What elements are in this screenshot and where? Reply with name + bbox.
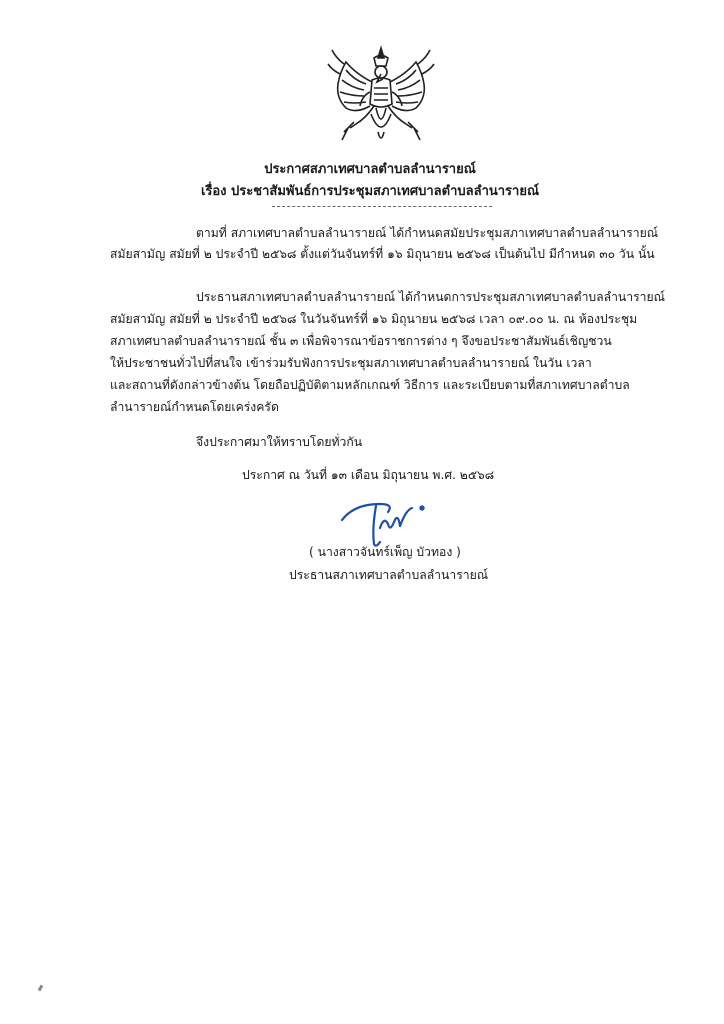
paragraph2-line: ลำนารายณ์กำหนดโดยเคร่งครัด [110, 400, 279, 414]
announcement-date: ประกาศ ณ วันที่ ๑๓ เดือน มิถุนายน พ.ศ. ๒๕๖๘ [242, 468, 495, 482]
paragraph2-line: ประธานสภาเทศบาลตำบลลำนารายณ์ ได้กำหนดการประชุมสภาเทศบาลตำบลลำนารายณ์ [196, 290, 665, 304]
announcement-title: ประกาศสภาเทศบาลตำบลลำนารายณ์ [264, 162, 476, 177]
paragraph2-line: และสถานที่ดังกล่าวข้างต้น โดยถือปฏิบัติตามหลักเกณฑ์ วิธีการ และระเบียบตามที่สภาเทศบาลตำบล [110, 378, 630, 392]
signatory-position: ประธานสภาเทศบาลตำบลลำนารายณ์ [289, 568, 489, 582]
handwritten-signature [336, 498, 434, 550]
closing-statement: จึงประกาศมาให้ทราบโดยทั่วกัน [196, 435, 363, 449]
paragraph2-line: สมัยสามัญ สมัยที่ ๒ ประจำปี ๒๕๖๘ ในวันจันทร์ที่ ๑๖ มิถุนายน ๒๕๖๘ เวลา ๐๙.๐๐ น. ณ ห้องประชุม [110, 312, 638, 326]
paragraph1-line: สมัยสามัญ สมัยที่ ๒ ประจำปี ๒๕๖๘ ตั้งแต่วันจันทร์ที่ ๑๖ มิถุนายน ๒๕๖๘ เป็นต้นไป มีกำหนด ๓๐ วัน นั้น [110, 247, 655, 261]
paragraph1-line: ตามที่ สภาเทศบาลตำบลลำนารายณ์ ได้กำหนดสมัยประชุมสภาเทศบาลตำบลลำนารายณ์ [196, 226, 659, 240]
signatory-name: ( นางสาวจันทร์เพ็ญ บัวทอง ) [309, 545, 461, 559]
scan-speck [38, 985, 44, 992]
paragraph2-line: สภาเทศบาลตำบลลำนารายณ์ ชั้น ๓ เพื่อพิจารณาข้อราชการต่าง ๆ จึงขอประชาสัมพันธ์เชิญชวน [110, 334, 612, 348]
announcement-subject: เรื่อง ประชาสัมพันธ์การประชุมสภาเทศบาลตำบลลำนารายณ์ [200, 184, 540, 199]
title-divider [272, 206, 492, 207]
garuda-emblem-icon [326, 44, 436, 148]
paragraph2-line: ให้ประชาชนทั่วไปที่สนใจ เข้าร่วมรับฟังการประชุมสภาเทศบาลตำบลลำนารายณ์ ในวัน เวลา [110, 356, 592, 370]
